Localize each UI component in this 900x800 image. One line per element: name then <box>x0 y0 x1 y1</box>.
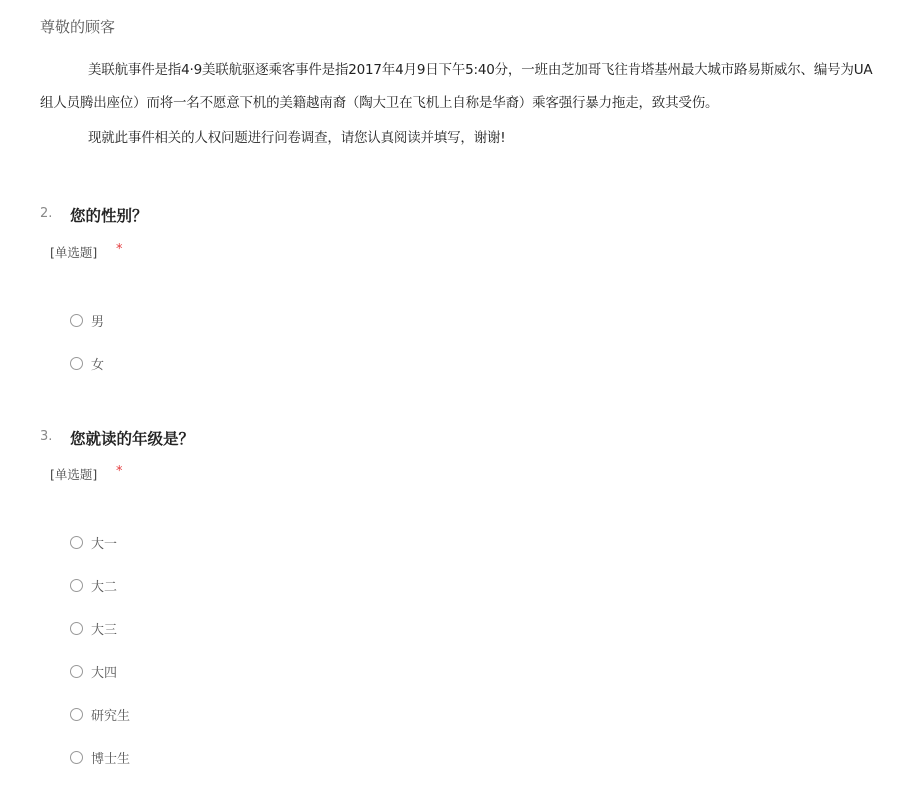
option-doctoral[interactable] <box>70 747 130 767</box>
option-freshman[interactable] <box>70 532 117 552</box>
radio-button-icon[interactable] <box>70 751 83 764</box>
option-label: 大一 <box>91 536 118 552</box>
option-label: 研究生 <box>91 708 131 724</box>
option-label: 大三 <box>91 622 118 638</box>
question-number: 2. <box>40 206 53 221</box>
option-label: 博士生 <box>91 751 131 767</box>
question-type-label: [单选题] <box>50 467 98 482</box>
required-marker: * <box>116 464 123 479</box>
option-label: 男 <box>91 314 105 330</box>
intro-paragraph-line-2: 组人员腾出座位）而将一名不愿意下机的美籍越南裔（陶大卫在飞机上自称是华裔）乘客强行暴力拖走，致其受伤。 <box>40 95 719 111</box>
radio-button-icon[interactable] <box>70 622 83 635</box>
intro-paragraph-line-3: 现就此事件相关的人权问题进行问卷调查，请您认真阅读并填写，谢谢! <box>88 130 506 146</box>
option-senior[interactable] <box>70 661 117 681</box>
required-marker: * <box>116 242 123 257</box>
radio-button-icon[interactable] <box>70 357 83 370</box>
question-number: 3. <box>40 429 53 444</box>
option-label: 大二 <box>91 579 118 595</box>
radio-button-icon[interactable] <box>70 536 83 549</box>
option-junior[interactable] <box>70 618 117 638</box>
option-sophomore[interactable] <box>70 575 117 595</box>
greeting-text: 尊敬的顾客 <box>40 18 116 36</box>
option-label: 大四 <box>91 665 118 681</box>
option-label: 女 <box>91 357 105 373</box>
question-title: 您就读的年级是？ <box>70 430 195 448</box>
question-title: 您的性别？ <box>70 207 148 225</box>
option-female[interactable] <box>70 353 104 373</box>
radio-button-icon[interactable] <box>70 708 83 721</box>
option-graduate[interactable] <box>70 704 130 724</box>
radio-button-icon[interactable] <box>70 665 83 678</box>
intro-paragraph-line-1: 美联航事件是指4·9美联航驱逐乘客事件是指2017年4月9日下午5:40分，一班由芝加哥飞往肯塔基州最大城市路易斯威尔、编号为UA <box>88 62 873 78</box>
radio-button-icon[interactable] <box>70 314 83 327</box>
option-male[interactable] <box>70 310 104 330</box>
question-type-label: [单选题] <box>50 245 98 260</box>
radio-button-icon[interactable] <box>70 579 83 592</box>
